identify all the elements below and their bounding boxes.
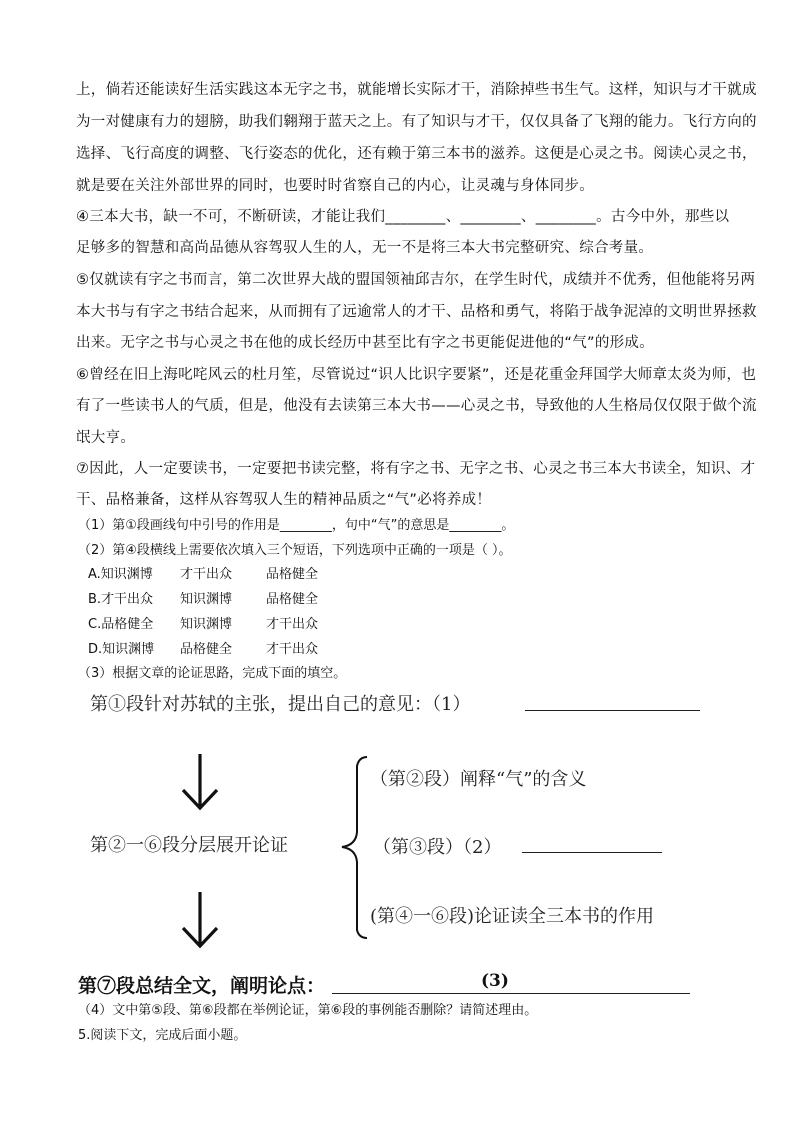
option-a-label: A.知识渊博 bbox=[88, 567, 153, 582]
paragraph-6-line-2: 有了一些读书人的气质，但是，他没有去读第三本大书——心灵之书，导致他的人生格局仅仅限于做个流 bbox=[76, 398, 757, 414]
diagram-bottom-text: 第⑦段总结全文，阐明论点： bbox=[78, 975, 326, 997]
paragraph-5-line-3: 出来。无字之书与心灵之书在他的成长经历中甚至比有字之书更能促进他的“气”的形成。 bbox=[76, 335, 655, 351]
diagram-blank-3-underline bbox=[332, 993, 690, 994]
paragraph-7-line-1: ⑦因此，人一定要读书，一定要把书读完整，将有字之书、无字之书、心灵之书三本大书读全，知识、才 bbox=[76, 461, 756, 477]
question-1: （1）第①段画线句中引号的作用是________，句中“气”的意思是________。 bbox=[78, 518, 515, 533]
option-a-second: 才干出众 bbox=[180, 567, 233, 582]
paragraph-6-line-3: 氓大亨。 bbox=[76, 430, 136, 446]
option-c-third: 才干出众 bbox=[266, 617, 319, 632]
diagram-branch-2: （第③段）（2） bbox=[373, 837, 502, 858]
paragraph-5-line-2: 本大书与有字之书结合起来，从而拥有了远逾常人的才干、品格和勇气，将陷于战争泥淖的文明世界拯救 bbox=[76, 304, 757, 320]
option-c bbox=[88, 616, 318, 634]
paragraph-4-line-2: 足够多的智慧和高尚品德从容驾驭人生的人，无一不是将三本大书完整研究、综合考量。 bbox=[76, 240, 654, 256]
option-d bbox=[88, 641, 318, 659]
question-4: （4）文中第⑤段、第⑥段都在举例论证，第⑥段的事例能否删除？请简述理由。 bbox=[78, 1003, 538, 1018]
paragraph-4-line-1: ④三本大书，缺一不可，不断研读，才能让我们________、________、________。古今中外，那些以 bbox=[76, 209, 730, 225]
option-c-label: C.品格健全 bbox=[88, 617, 154, 632]
paragraph-3-line-3: 选择、飞行高度的调整、飞行姿态的优化，还有赖于第三本书的滋养。这便是心灵之书。阅读心灵之书， bbox=[76, 146, 757, 162]
question-2: （2）第④段横线上需要依次填入三个短语，下列选项中正确的一项是（ ）。 bbox=[78, 543, 512, 558]
option-d-third: 才干出众 bbox=[266, 642, 319, 657]
paragraph-6-line-1: ⑥曾经在旧上海叱咤风云的杜月笙，尽管说过“识人比识字要紧”，还是花重金拜国学大师章太炎为师，也 bbox=[76, 367, 757, 383]
option-c-second: 知识渊博 bbox=[180, 617, 233, 632]
paragraph-5-line-1: ⑤仅就读有字之书而言，第二次世界大战的盟国领袖邱吉尔，在学生时代，成绩并不优秀，但他能将另两 bbox=[76, 272, 756, 288]
paragraph-3-line-1: 上，倘若还能读好生活实践这本无字之书，就能增长实际才干，消除掉些书生气。这样，知识与才干就成 bbox=[76, 82, 757, 98]
paragraph-7-line-2: 干、品格兼备，这样从容驾驭人生的精神品质之“气”必将养成！ bbox=[76, 492, 492, 508]
option-b-label: B.才干出众 bbox=[88, 592, 154, 607]
option-a bbox=[88, 566, 318, 584]
option-a-third: 品格健全 bbox=[266, 567, 319, 582]
option-b-second: 知识渊博 bbox=[180, 592, 233, 607]
paragraph-3-line-2: 为一对健康有力的翅膀，助我们翱翔于蓝天之上。有了知识与才干，仅仅具备了飞翔的能力。飞行方向的 bbox=[76, 114, 757, 130]
diagram-blank-1-underline bbox=[525, 710, 700, 711]
diagram-branch-1: （第②段）阐释“气”的含义 bbox=[370, 769, 587, 790]
diagram-blank-2-underline bbox=[522, 852, 662, 853]
next-section-heading: 5.阅读下文，完成后面小题。 bbox=[78, 1028, 247, 1043]
option-b bbox=[88, 591, 318, 609]
diagram-blank-3-label: (3) bbox=[481, 971, 509, 991]
diagram-top-text: 第①段针对苏轼的主张，提出自己的意见：（1） bbox=[90, 694, 471, 715]
diagram-middle-text: 第②一⑥段分层展开论证 bbox=[90, 835, 288, 856]
question-3: （3）根据文章的论证思路，完成下面的填空。 bbox=[78, 666, 347, 681]
option-d-second: 品格健全 bbox=[180, 642, 233, 657]
option-b-third: 品格健全 bbox=[266, 592, 319, 607]
down-arrow-2-icon bbox=[175, 890, 225, 950]
paragraph-3-line-4: 就是要在关注外部世界的同时，也要时时省察自己的内心，让灵魂与身体同步。 bbox=[76, 178, 594, 194]
down-arrow-1-icon bbox=[175, 752, 225, 812]
option-d-label: D.知识渊博 bbox=[88, 642, 155, 657]
diagram-branch-3: (第④一⑥段)论证读全三本书的作用 bbox=[370, 906, 655, 927]
